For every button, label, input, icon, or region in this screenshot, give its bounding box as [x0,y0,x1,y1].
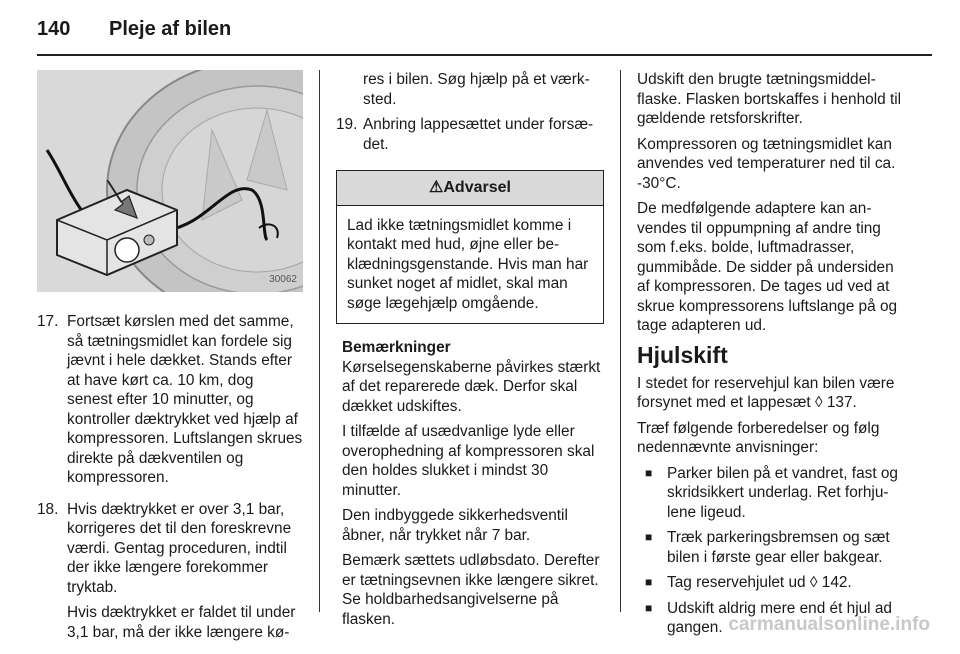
notes-title: Bemærkninger [342,339,451,356]
step-text: Anbring lappesættet under forsædet. [363,116,594,153]
step-text: Hvis dæktrykket er over 3,1 bar, korrigeres det til den foreskrevne værdi. Gentag proceduren, indtil der ikke længere forekommer tryktab. [67,500,292,596]
compressor-tire-drawing [37,70,303,292]
section-intro: I stedet for reservehjul kan bilen være forsynet med et lappesæt ◊ 137. [637,374,895,411]
list-item: ■ Tag reservehjulet ud ◊ 142. [637,573,905,593]
body-paragraph: Kompressoren og tætningsmidlet kan anvendes ved temperaturer ned til ca. -30°C. [637,135,896,192]
notes-paragraph: I tilfælde af usædvanlige lyde eller overophedning af kompressoren skal den holdes slukket i mindst 30 minutter. [342,423,595,499]
page-title: Pleje af bilen [109,18,232,40]
step-number: 18. [37,500,59,518]
step-text-continued: Hvis dæktrykket er faldet til under 3,1 bar, må der ikke længere kø- [67,604,296,641]
warning-title: Advarsel [443,179,511,196]
notes-paragraph: Den indbyggede sikkerhedsventil åbner, når trykket når 7 bar. [342,507,568,544]
list-item: ■ Udskift aldrig mere end ét hjul ad gangen. [637,599,905,638]
step-18-continuation: res i bilen. Søg hjælp på et værksted. [363,71,590,108]
bullet-icon: ■ [645,575,653,589]
page-number: 140 [37,18,71,40]
body-paragraph: De medfølgende adaptere kan anvendes til oppumpning af andre ting som f.eks. bolde, luftmadrasser, gummibåde. De sidder på undersiden af kompressoren. De tages ud ved at skrue kompressorens luftslange på og tage adapteren ud. [637,200,898,334]
section-heading: Hjulskift [637,341,728,368]
section-lead: Træf følgende forberedelser og følg nedennævnte anvisninger: [637,419,880,456]
step-19 [336,115,604,160]
step-text: Fortsæt kørslen med det samme, så tætningsmidlet kan fordele sig jævnt i hele dækket. Stands efter at have kørt ca. 10 km, dog senest efter 10 minutter, og kontroller dæktrykket ved hjælp af kompressoren. Luftslangen skrues direkte på dækventilen og kompressoren. [67,313,303,486]
notes-paragraph: Kørselsegenskaberne påvirkes stærkt af det reparerede dæk. Derfor skal dækket udskiftes. [342,358,601,415]
compressor-illustration [37,70,303,292]
step-17 [37,312,303,494]
bullet-icon: ■ [645,530,653,544]
column-divider [319,70,320,612]
watermark: carmanualsonline.info [728,614,930,635]
step-number: 17. [37,313,59,330]
column-middle [336,70,604,635]
warning-header [337,171,603,206]
warning-icon: ⚠ [429,179,444,196]
body-paragraph: Udskift den brugte tætningsmiddelflaske. Flasken bortskaffes i henhold til gældende retsforskrifter. [637,71,902,127]
column-left [37,70,303,654]
instruction-list [637,464,905,638]
notes-section [336,338,604,629]
figure-number: 30062 [269,273,297,285]
column-divider [620,70,621,612]
notes-paragraph: Bemærk sættets udløbsdato. Derefter er tætningsevnen ikke længere sikret. Se holdbarhedsangivelserne på flasken. [342,552,600,628]
header-rule [37,54,932,56]
step-number: 19. [336,116,358,133]
step-18 [37,500,303,649]
bullet-icon: ■ [645,600,653,615]
warning-box [336,170,604,324]
warning-text: Lad ikke tætningsmidlet komme i kontakt med hud, øjne eller beklædningsgenstande. Hvis man har sunket noget af midlet, skal man søge lægehjælp omgående. [347,216,589,312]
bullet-icon: ■ [645,465,653,480]
page-header [37,18,231,41]
list-item: ■ Træk parkeringsbremsen og sæt bilen i første gear eller bakgear. [637,528,905,567]
list-item: ■ Parker bilen på et vandret, fast og skridsikkert underlag. Ret forhjulene ligeud. [637,464,905,523]
column-right [637,70,905,644]
